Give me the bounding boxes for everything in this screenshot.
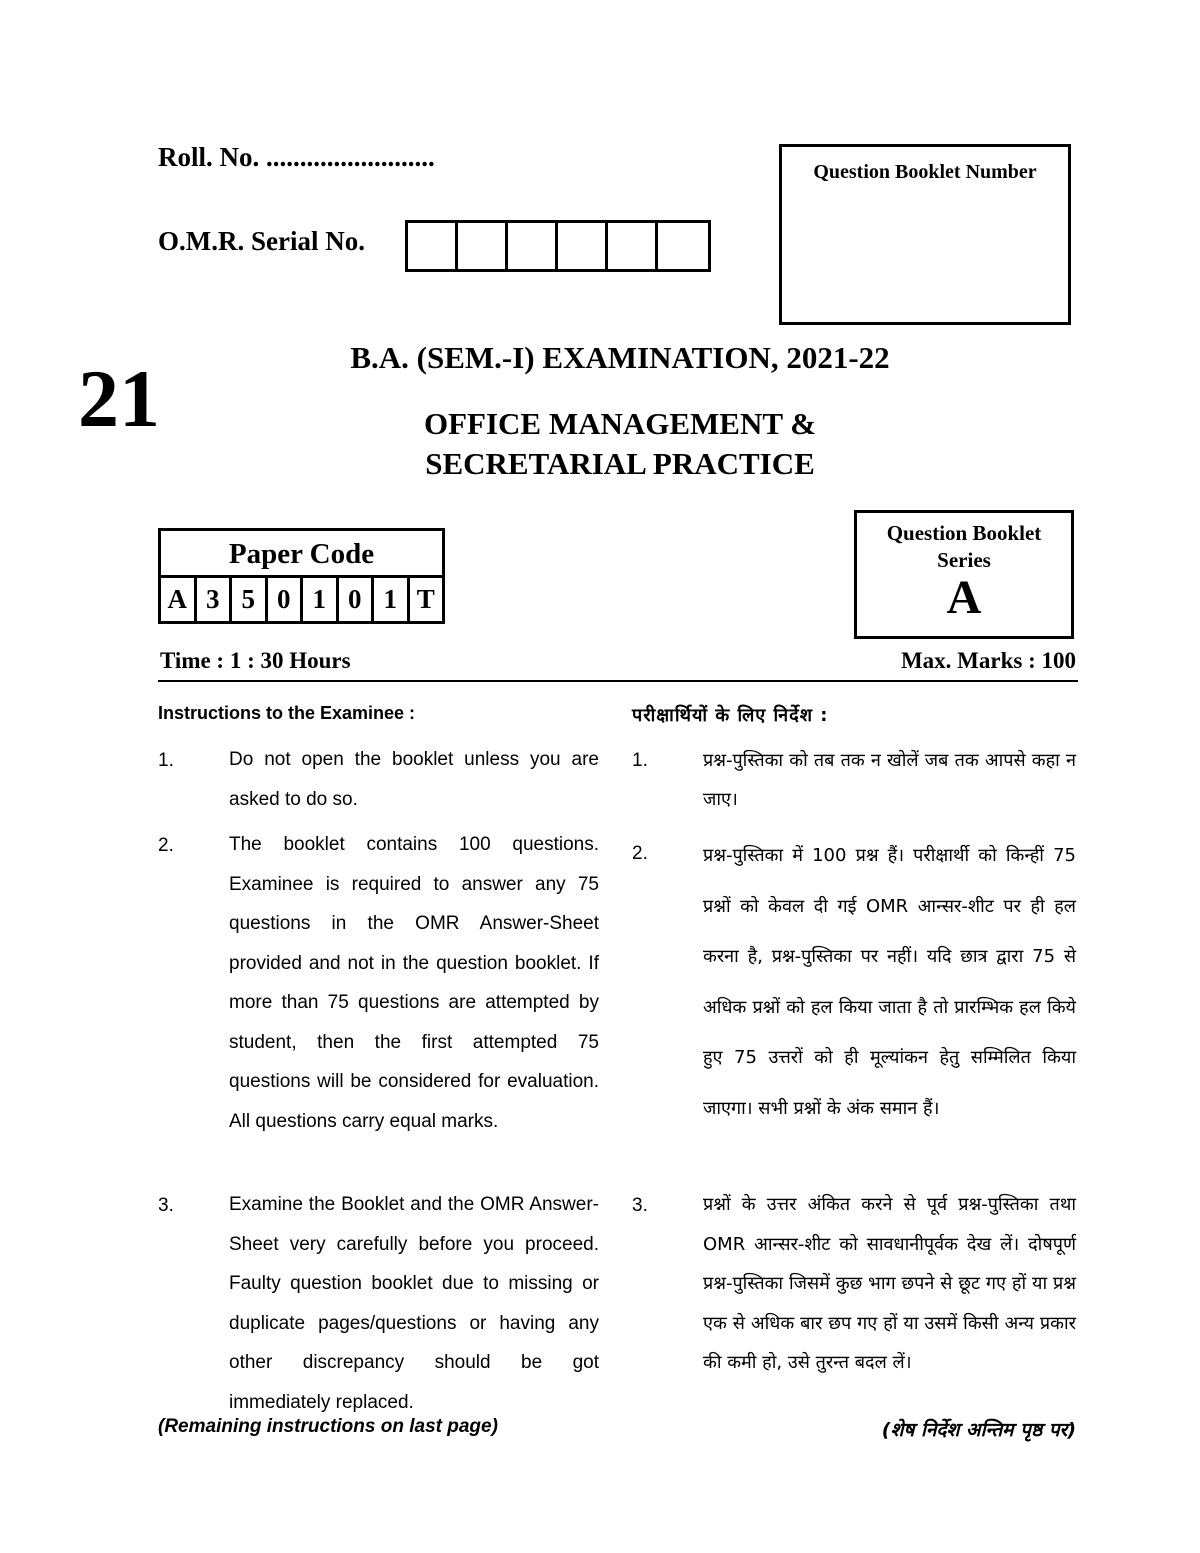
instruction-number: 1. xyxy=(632,750,648,771)
instruction-number: 3. xyxy=(632,1195,648,1216)
subject-title-line1: OFFICE MANAGEMENT & xyxy=(423,406,817,441)
question-booklet-number-box xyxy=(779,144,1071,325)
paper-code-digit: 0 xyxy=(339,578,375,621)
paper-code-box xyxy=(158,528,445,624)
series-label-line2: Series xyxy=(937,548,991,572)
instruction-number: 2. xyxy=(158,835,174,856)
paper-code-digit: 1 xyxy=(374,578,410,621)
subject-title-line2: SECRETARIAL PRACTICE xyxy=(425,446,815,481)
omr-serial-box xyxy=(508,223,558,269)
omr-serial-box xyxy=(658,223,708,269)
instruction-text-en: The booklet contains 100 questions. Examinee is required to answer any 75 questions in the OMR Answer-Sheet provided and not in the question booklet. If more than 75 questions are attempted by student, then the first attempted 75 questions will be considered for evaluation. All questions carry equal marks. xyxy=(229,834,599,1132)
exam-title: B.A. (SEM.-I) EXAMINATION, 2021-22 xyxy=(350,340,890,375)
instruction-text-hi: प्रश्न-पुस्तिका को तब तक न खोलें जब तक आपसे कहा न जाए। xyxy=(703,750,1076,810)
omr-serial-box xyxy=(458,223,508,269)
series-letter: A xyxy=(946,571,982,624)
remaining-instructions-note-en: (Remaining instructions on last page) xyxy=(158,1416,498,1437)
paper-code-digit: 1 xyxy=(303,578,339,621)
omr-serial-label: O.M.R. Serial No. xyxy=(158,226,365,256)
series-label-line1: Question Booklet xyxy=(886,521,1042,545)
omr-serial-box xyxy=(608,223,658,269)
omr-serial-box xyxy=(408,223,458,269)
instruction-number: 2. xyxy=(632,843,648,864)
instruction-number: 1. xyxy=(158,750,174,771)
omr-serial-boxes xyxy=(405,220,711,272)
exam-duration: Time : 1 : 30 Hours xyxy=(160,648,351,673)
instruction-text-en: Do not open the booklet unless you are asked to do so. xyxy=(229,749,599,810)
question-booklet-number-label: Question Booklet Number xyxy=(813,161,1037,183)
booklet-series-box xyxy=(854,510,1074,639)
paper-code-label: Paper Code xyxy=(161,531,442,578)
instructions-heading-en: Instructions to the Examinee : xyxy=(158,703,416,723)
paper-code-digit: A xyxy=(161,578,197,621)
omr-serial-box xyxy=(558,223,608,269)
max-marks: Max. Marks : 100 xyxy=(900,648,1076,673)
instruction-text-en: Examine the Booklet and the OMR Answer-Sheet very carefully before you proceed. Faulty question booklet due to missing or duplicate pages/questions or having any other discrepancy should be got immediately replaced. xyxy=(229,1194,599,1413)
divider xyxy=(158,680,1078,682)
instruction-text-hi: प्रश्नों के उत्तर अंकित करने से पूर्व प्रश्न-पुस्तिका तथा OMR आन्सर-शीट को सावधानीपूर्वक देख लें। दोषपूर्ण प्रश्न-पुस्तिका जिसमें कुछ भाग छपने से छूट गए हों या प्रश्न एक से अधिक बार छप गए हों या उसमें किसी अन्य प्रकार की कमी हो, उसे तुरन्त बदल लें। xyxy=(703,1194,1076,1373)
instruction-number: 3. xyxy=(158,1195,174,1216)
instructions-heading-hi: परीक्षार्थियों के लिए निर्देश : xyxy=(632,705,829,726)
paper-code-digit: 3 xyxy=(197,578,233,621)
remaining-instructions-note-hi: (शेष निर्देश अन्तिम पृष्ठ पर) xyxy=(881,1419,1076,1441)
paper-code-digit: 5 xyxy=(232,578,268,621)
instruction-text-hi: प्रश्न-पुस्तिका में 100 प्रश्न हैं। परीक्षार्थी को किन्हीं 75 प्रश्नों को केवल दी गई OMR आन्सर-शीट पर ही हल करना है, प्रश्न-पुस्तिका पर नहीं। यदि छात्र द्वारा 75 से अधिक प्रश्नों को हल किया जाता है तो प्रारम्भिक हल किये हुए 75 उत्तरों को ही मूल्यांकन हेतु सम्मिलित किया जाएगा। सभी प्रश्नों के अंक समान हैं। xyxy=(703,845,1076,1119)
booklet-code-number: 21 xyxy=(78,353,160,444)
paper-code-digits xyxy=(161,578,442,621)
paper-code-digit: T xyxy=(416,584,435,614)
paper-code-digit: 0 xyxy=(268,578,304,621)
roll-no-field: Roll. No. ......................... xyxy=(158,142,435,172)
